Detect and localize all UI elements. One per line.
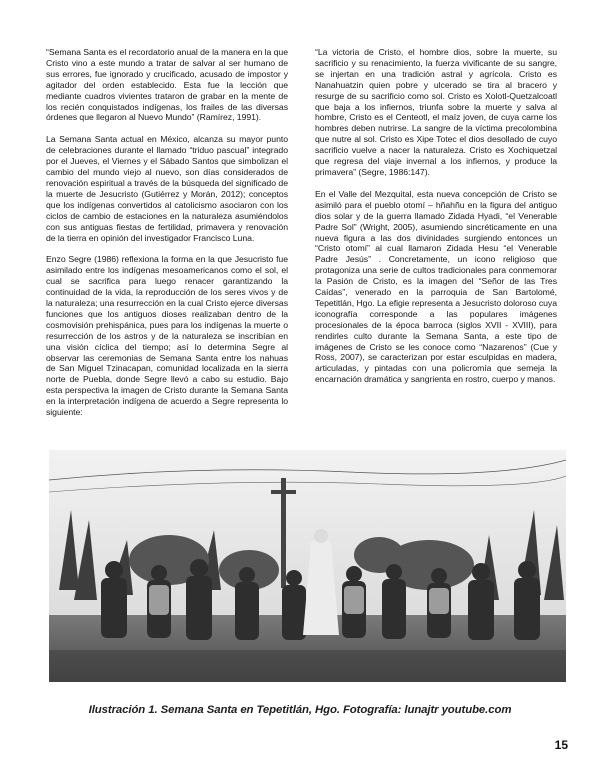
procession-photo [49,450,566,682]
paragraph-quote-segre: “La victoria de Cristo, el hombre dios, sobre la muerte, su sacrificio y su renacimiento, la fuerza vivificante de su sangre, se injertan en una tradición astral y agrícola. Cristo es Nanahuatzin quien pobre y ulcerado se tira al bracero y resurge de su sacrificio como sol. Cristo es Xolotl-Quetzalcoatl que baja a los infiernos, triunfa sobre la muerte y salva al hombre, Cristo es el Centeotl, el maíz joven, de cuya carne los hombres deben nutrirse. La sangre de la víctima precolombina que nutre al sol. Cristo es Xipe Totec el dios desollado de cuyo sacrificio vuelve a nacer la naturaleza. Cristo es Xochiquetzal que regresa del viaje invernal a los infiernos, y produce la primavera” (Segre, 1986:147). [315,47,557,177]
figure-caption: Ilustración 1. Semana Santa en Tepetitlán, Hgo. Fotografía: lunajtr youtube.com [88,704,512,716]
paragraph-quote-ramirez: “Semana Santa es el recordatorio anual de la manera en la que Cristo vino a este mundo a tratar de salvar al ser humano de sus errores, fue ignorado y crucificado, acusado de impostor y agitador del orden establecido. Esta fue la lección que mediante cuadros vivientes trataron de grabar en la mente de los recién conquistados indígenas, los frailes de las diversas órdenes que llegaron al Nuevo Mundo” (Ramírez, 1991). [46,47,288,123]
text-column-left [46,47,288,429]
paragraph-semana-santa-mexico: La Semana Santa actual en México, alcanza su mayor punto de celebraciones durante el llamado “triduo pascual” integrado por el Jueves, el Viernes y el Sábado Santos que simbolizan el cambio del mundo viejo al nuevo, son días considerados de renovación espiritual a través de la búsqueda del significado de la muerte de Jesucristo (Gutiérrez y Morán, 2012); conceptos que los indígenas convertidos al catolicismo asociaron con los ciclos de cambio de estaciones en la naturaleza asumiéndolos con sus antiguas fiestas de fertilidad, primavera y renovación de la tierra en opinión del investigador Francisco Luna. [46,134,288,243]
procession-photo-illustration [49,450,566,682]
page-number: 15 [554,738,568,752]
paragraph-valle-mezquital: En el Valle del Mezquital, esta nueva concepción de Cristo se asimiló para el pueblo otomí – hñahñu en la figura del antiguo dios solar y de la guerra llamado Zidada Hyadi, “el Venerable Padre Sol” (Wright, 2005), asumiendo sincréticamente en una nueva figura a las dos divinidades surgiendo entonces un “Cristo otomí” al cual llamaron Zidada Hesu “el Venerable Padre Jesús” . Concretamente, un icono religioso que protagoniza una serie de cultos tradicionales para conmemorar la Pasión de Cristo, es la imagen del “Señor de las Tres Caídas”, venerado en la parroquia de San Bartolomé, Tepetitlán, Hgo. La efigie representa a Jesucristo doloroso cuya iconografía corresponde a las populares imágenes procesionales de la época barroca (siglos XVII - XVIII), para rendirles culto durante la Semana Santa, a este tipo de imágenes de Cristo se les conoce como “Nazarenos” (Cue y Ross, 2007), se caracterizan por estar esculpidas en madera, articuladas, y pintadas con una policromía que semeja la encarnación dramática y sangrienta en rostro, cuerpo y manos. [315,188,557,385]
paragraph-enzo-segre: Enzo Segre (1986) reflexiona la forma en la que Jesucristo fue asimilado entre los indígenas mesoamericanos como el sol, el cual se sacrifica para luego renacer garantizando la continuidad de la vida, la reproducción de los seres vivos y de la naturaleza; una resurrección en la cual Cristo ejerce diversas funciones que los antiguos dioses realizaban dentro de la cosmovisión prehispánica, pues para los indígenas la muerte o resurrección de los astros y de la naturaleza se inscribían en una visión cíclica del tiempo; así lo determina Segre al observar las ceremonias de Semana Santa entre los nahuas de San Miguel Tzinacapan, comunidad localizada en la sierra norte de Puebla, donde Segre llevó a cabo su estudio. Bajo esta perspectiva la imagen de Cristo durante la Semana Santa en la interpretación indígena de acuerdo a Segre representa lo siguiente: [46,254,288,418]
text-column-right [315,47,557,396]
